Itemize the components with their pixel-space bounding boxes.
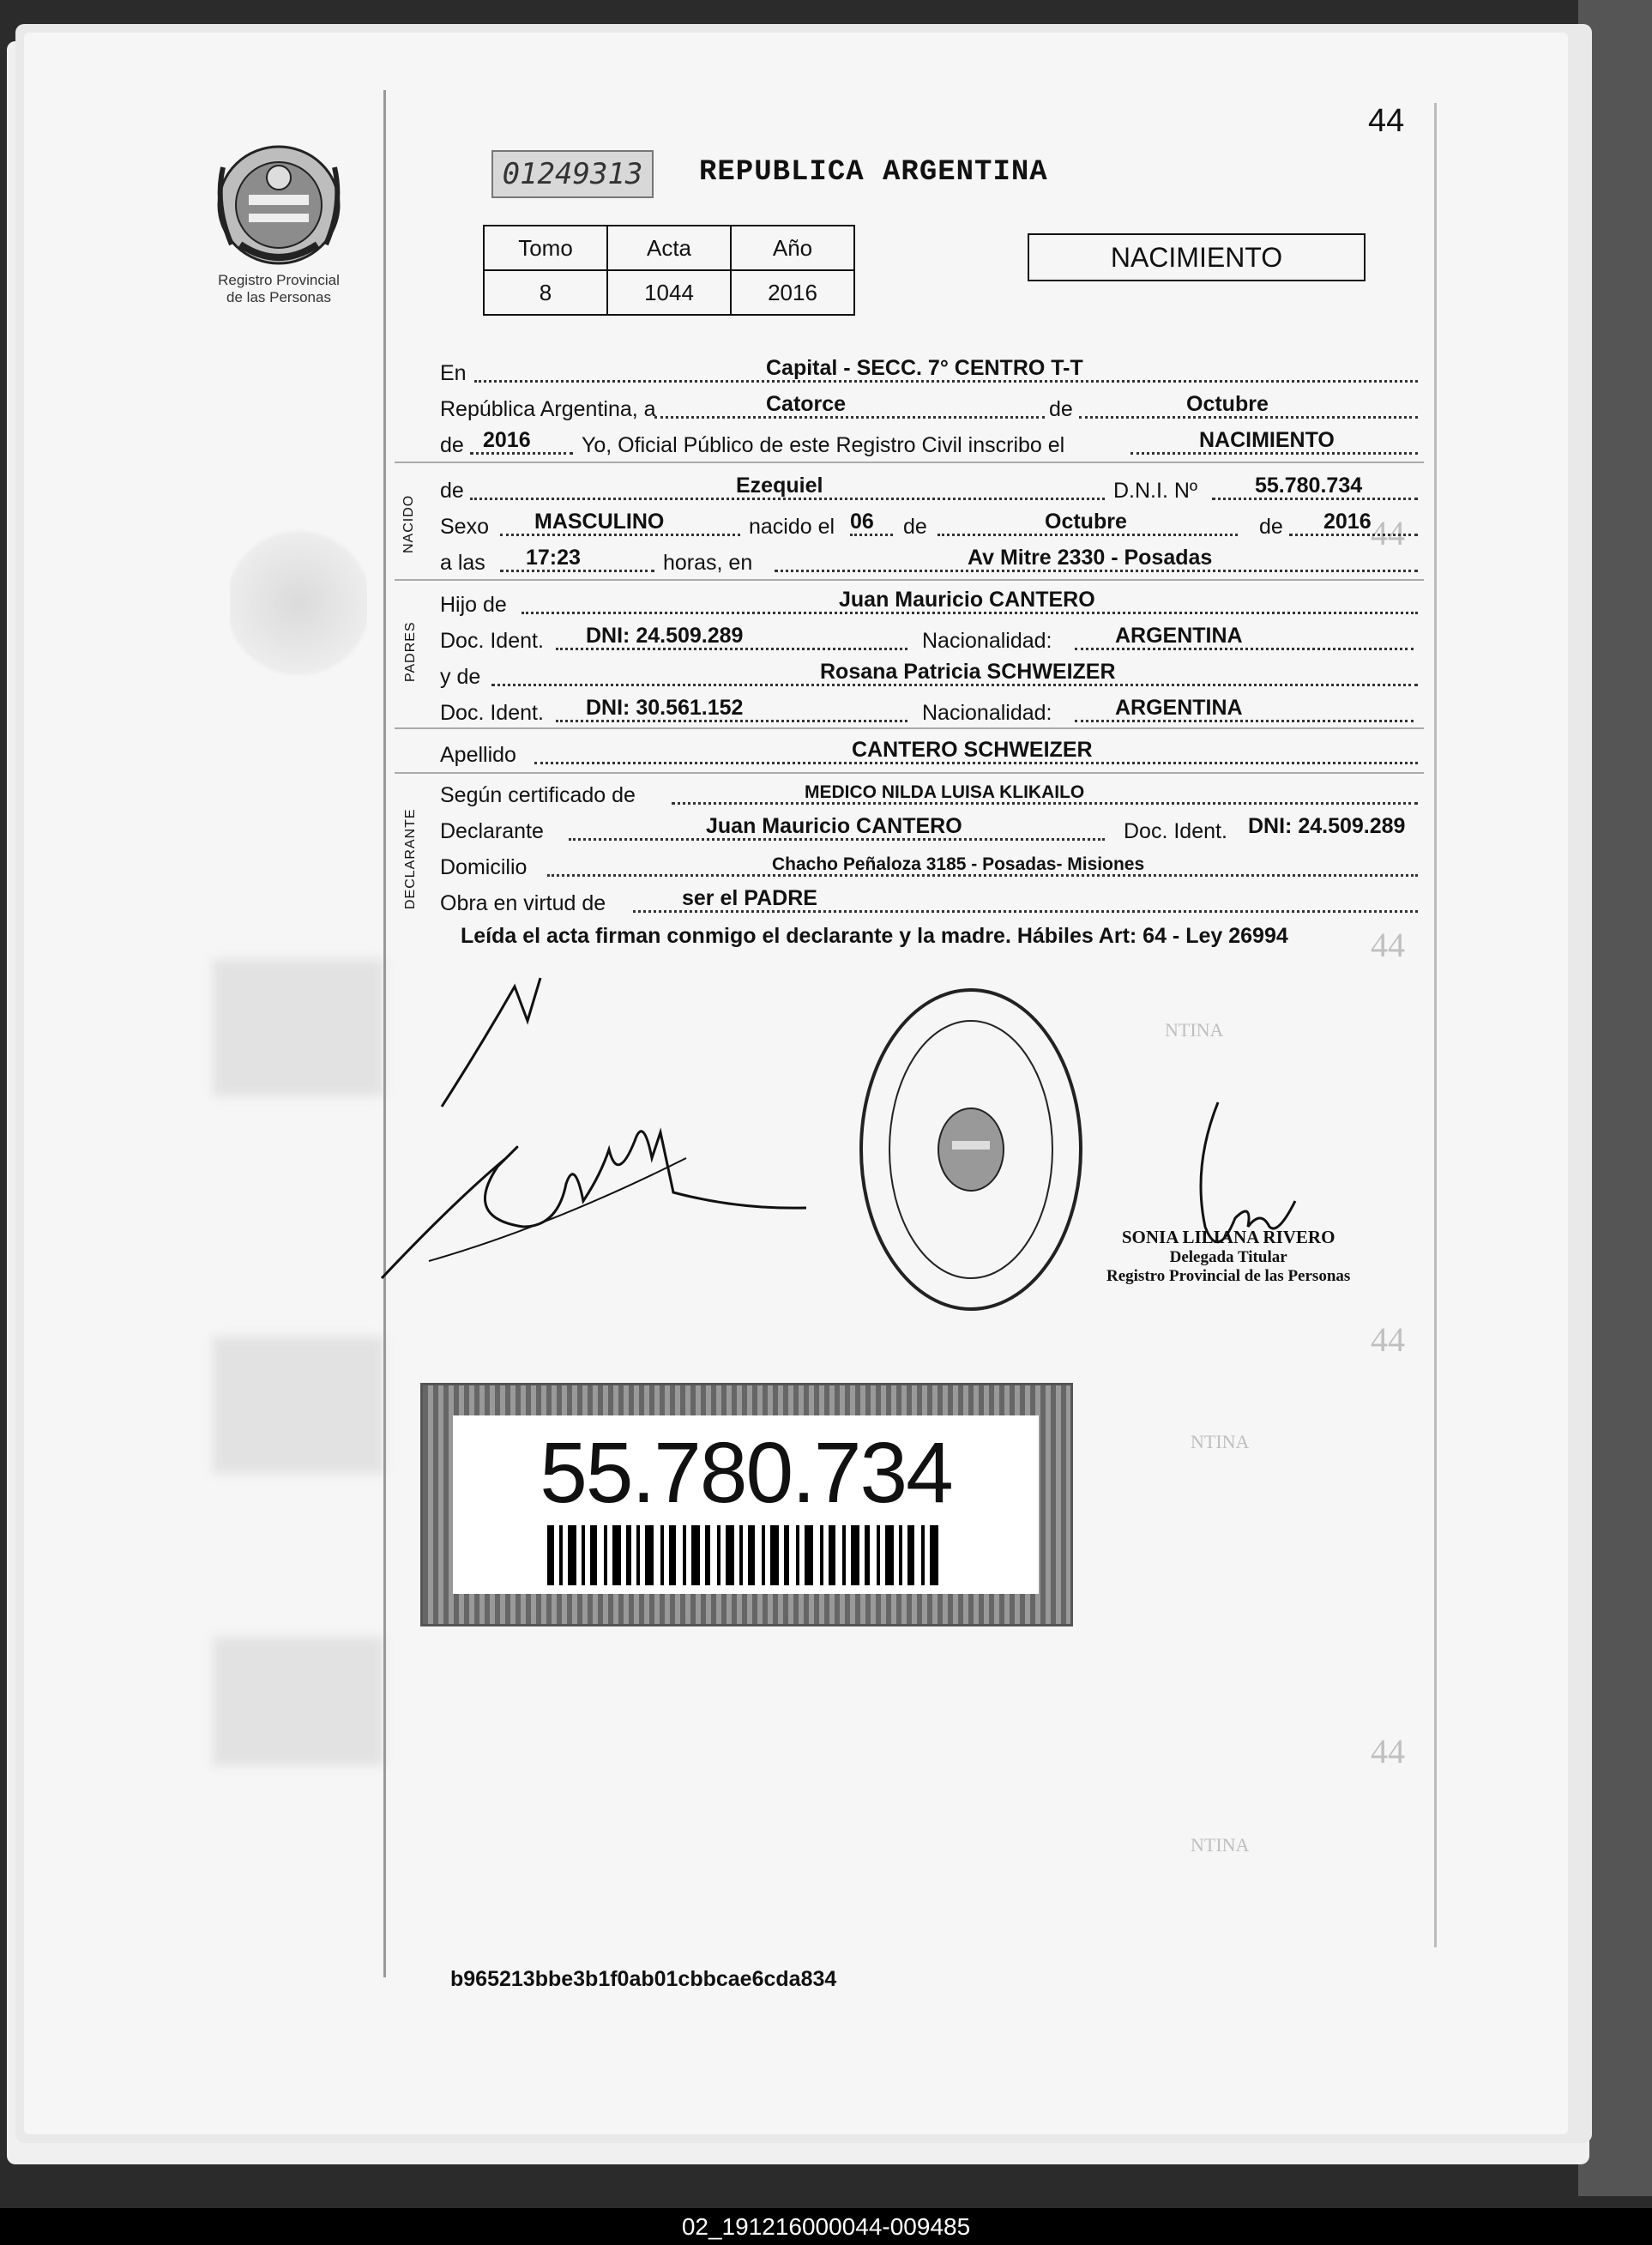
country-title: REPUBLICA ARGENTINA [699,156,1048,189]
table-header-tomo: Tomo [484,226,607,270]
field-row-madre [440,655,1418,690]
field-row-nombre [440,469,1418,504]
ghost-number: 44 [1371,1732,1405,1771]
dotted-line [654,416,1045,419]
field-row-hijo [440,583,1418,618]
label-nacido-de2: de [1259,515,1283,539]
signature-initial [429,969,566,1115]
field-row-sexo [440,505,1418,540]
value-obra: ser el PADRE [682,886,817,910]
dni-sticker [420,1383,1073,1626]
label-y-de: y de [440,665,481,689]
section-label-nacido: NACIDO [401,494,416,553]
field-row-apellido [440,733,1418,768]
label-decl-doc: Doc. Ident. [1124,819,1227,843]
officer-org: Registro Provincial de las Personas [1106,1267,1351,1285]
label-de: de [1049,397,1073,421]
ghost-number: 44 [1371,926,1405,964]
label-nacido-de1: de [903,515,927,539]
table-header-acta: Acta [607,226,731,270]
field-row-declarante [440,810,1418,844]
officer-block [1106,1227,1350,1286]
value-nacido-day: 06 [850,510,874,534]
field-row-doc2 [440,691,1418,726]
closing-statement: Leída el acta firman conmigo el declarante y la madre. Hábiles Art: 64 - Ley 26994 [461,924,1288,948]
value-sexo: MASCULINO [534,510,665,534]
value-en: Capital - SECC. 7° CENTRO T-T [766,356,1083,380]
signature-declarante [377,1098,823,1295]
label-nombre-de: de [440,479,464,503]
value-hora: 17:23 [526,546,581,570]
document-sheet [24,33,1568,2134]
label-dni: D.N.I. Nº [1113,479,1198,503]
table-value-acta: 1044 [607,270,731,315]
value-declarante: Juan Mauricio CANTERO [706,814,962,838]
ghost-text: NTINA [1191,1431,1250,1452]
label-en: En [440,361,467,385]
margin-line [383,90,386,1977]
table-header-anio: Año [731,226,854,270]
value-month: Octubre [1186,392,1269,416]
value-nacido-year: 2016 [1323,510,1372,534]
field-row-en [440,352,1418,386]
field-row-certificado [440,774,1418,808]
label-sexo: Sexo [440,515,489,539]
field-row-year [440,424,1418,458]
ghost-smudge [213,1337,384,1474]
label-declarante: Declarante [440,819,544,843]
page-number: 44 [1368,103,1405,139]
value-nacido-month: Octubre [1045,510,1127,534]
ghost-smudge [213,959,384,1096]
table-value-tomo: 8 [484,270,607,315]
label-apellido: Apellido [440,743,516,767]
value-dni: 55.780.734 [1255,474,1363,498]
record-table [483,225,855,316]
value-doc2: DNI: 30.561.152 [586,696,744,720]
seal-icon [858,987,1085,1313]
value-year: 2016 [483,428,531,452]
dni-sticker-number: 55.780.734 [540,1425,952,1521]
field-row-hora [440,541,1418,576]
ghost-logo [230,522,367,685]
value-madre: Rosana Patricia SCHWEIZER [820,660,1116,684]
section-separator [395,727,1424,729]
value-padre: Juan Mauricio CANTERO [839,588,1095,612]
label-horas-en: horas, en [663,551,753,575]
ghost-text: NTINA [1165,1019,1224,1041]
logo-label-line1: Registro Provincial [218,272,340,288]
value-lugar: Av Mitre 2330 - Posadas [968,546,1213,570]
value-nombre: Ezequiel [736,474,823,498]
dni-sticker-label [453,1415,1039,1594]
field-row-obra [440,882,1418,916]
value-certificado: MEDICO NILDA LUISA KLIKAILO [805,782,1085,802]
section-separator [395,462,1424,463]
officer-title: Delegada Titular [1169,1248,1287,1266]
field-row-domicilio [440,846,1418,880]
label-certificado: Según certificado de [440,783,636,807]
value-doc1: DNI: 24.509.289 [586,624,744,648]
coat-of-arms-icon [206,142,352,269]
label-alas: a las [440,551,485,575]
value-nac2: ARGENTINA [1115,696,1243,720]
ghost-text: NTINA [1191,1834,1250,1856]
ghost-smudge [213,1637,384,1765]
section-separator [395,579,1424,581]
label-republica: República Argentina, a [440,397,656,421]
label-nac1: Nacionalidad: [922,629,1052,653]
label-doc2: Doc. Ident. [440,701,544,725]
section-label-padres: PADRES [403,621,418,682]
logo-label-line2: de las Personas [226,289,331,305]
officer-name: SONIA LILIANA RIVERO [1121,1227,1335,1247]
value-day: Catorce [766,392,847,416]
section-label-declarante: DECLARANTE [403,808,418,909]
footer-id: 02_191216000044-009485 [0,2208,1652,2245]
value-nac1: ARGENTINA [1115,624,1243,648]
record-type-box: NACIMIENTO [1028,233,1366,281]
ghost-number: 44 [1371,1320,1405,1359]
label-oficial: Yo, Oficial Público de este Registro Civil inscribo el [582,433,1065,457]
field-row-republica [440,388,1418,422]
label-doc1: Doc. Ident. [440,629,544,653]
right-margin-line [1434,103,1437,1947]
value-domicilio: Chacho Peñaloza 3185 - Posadas- Misiones [772,854,1145,874]
label-obra: Obra en virtud de [440,891,606,915]
label-hijo-de: Hijo de [440,593,507,617]
official-seal [858,987,1085,1313]
document-hash: b965213bbe3b1f0ab01cbbcae6cda834 [450,1967,837,1991]
value-decl-doc: DNI: 24.509.289 [1248,814,1406,838]
value-inscribo: NACIMIENTO [1199,428,1335,452]
ghost-number: 44 [1371,514,1405,552]
label-year-de: de [440,433,464,457]
label-nacido-el: nacido el [749,515,835,539]
registry-logo [206,142,352,306]
serial-number: 01249313 [491,150,654,198]
label-domicilio: Domicilio [440,855,528,879]
value-apellido: CANTERO SCHWEIZER [852,738,1093,762]
field-row-doc1 [440,619,1418,654]
barcode-icon [547,1525,942,1585]
table-value-anio: 2016 [731,270,854,315]
label-nac2: Nacionalidad: [922,701,1052,725]
